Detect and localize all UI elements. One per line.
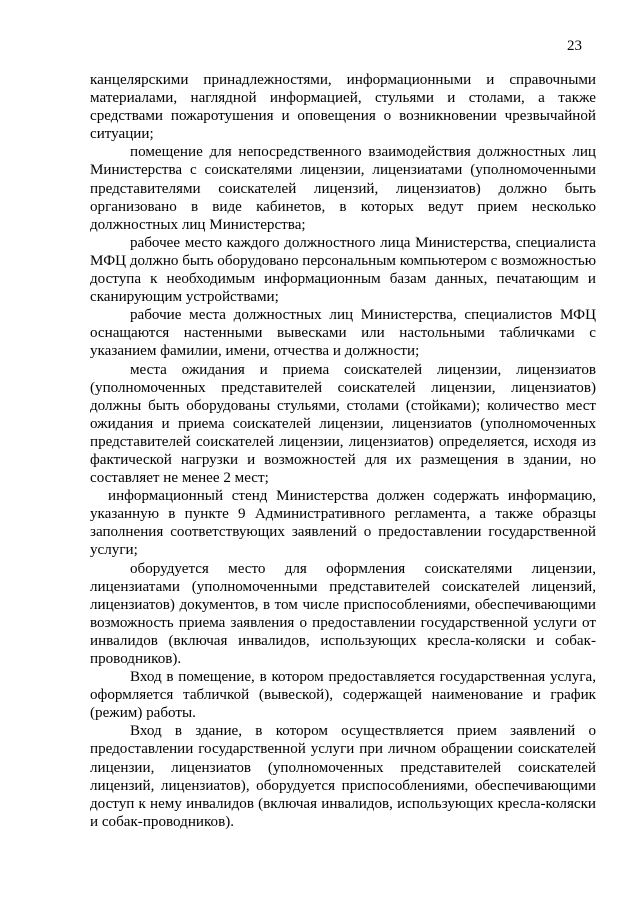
paragraph-building-access: Вход в здание, в котором осуществляется прием заявлений о предоставлении государственной услуги при личном обращении соискателей лицензии, лицензиатов (уполномоченных представителей соискателей лицензий, лицензиатов), оборудуется приспособлениями, обеспечивающими доступ к нему инвалидов (включая инвалидов, использующих кресла-коляски и собак-проводников). [90, 723, 596, 830]
paragraph-entrance-sign: Вход в помещение, в котором предоставляется государственная услуга, оформляется табличкой (вывеской), содержащей наименование и график (режим) работы. [90, 669, 596, 722]
document-body [90, 71, 596, 831]
paragraph-waiting-area: места ожидания и приема соискателей лицензии, лицензиатов (уполномоченных представителей соискателей лицензии, лицензиатов) должны быть оборудованы стульями, столами (стойками); количество мест ожидания и приема соискателей лицензии, лицензиатов (уполномоченных представителей соискателей лицензии, лицензиатов) определяется, исходя из фактической нагрузки и возможностей для их размещения в здании, но составляет не менее 2 мест; [90, 361, 596, 487]
paragraph-continued: канцелярскими принадлежностями, информационными и справочными материалами, наглядной информацией, стульями и столами, а также средствами пожаротушения и оповещения о возникновении чрезвычайной ситуации; [90, 72, 596, 143]
paragraph-info-stand: информационный стенд Министерства должен содержать информацию, указанную в пункте 9 Административного регламента, а также образцы заполнения соответствующих заявлений о предоставлении государственной услуги; [90, 488, 596, 559]
page-number: 23 [567, 38, 582, 54]
paragraph-workstation: рабочее место каждого должностного лица Министерства, специалиста МФЦ должно быть оборудовано персональным компьютером с возможностью доступа к необходимым информационным базам данных, печатающим и сканирующим устройствами; [90, 234, 596, 306]
paragraph-office-premises: помещение для непосредственного взаимодействия должностных лиц Министерства с соискателями лицензии, лицензиатами (уполномоченными представителями соискателей лицензий, лицензиатов) должно быть организовано в виде кабинетов, в которых ведут прием несколько должностных лиц Министерства; [90, 144, 596, 233]
paragraph-nameplates: рабочие места должностных лиц Министерства, специалистов МФЦ оснащаются настенными вывесками или настольными табличками с указанием фамилии, имени, отчества и должности; [90, 307, 596, 360]
paragraph-document-place: оборудуется место для оформления соискателями лицензии, лицензиатами (уполномоченными представителей соискателей лицензий, лицензиатов) документов, в том числе приспособлениями, обеспечивающими возможность приема заявления о предоставлении государственной услуги от инвалидов (включая инвалидов, использующих кресла-коляски и собак-проводников). [90, 560, 596, 667]
